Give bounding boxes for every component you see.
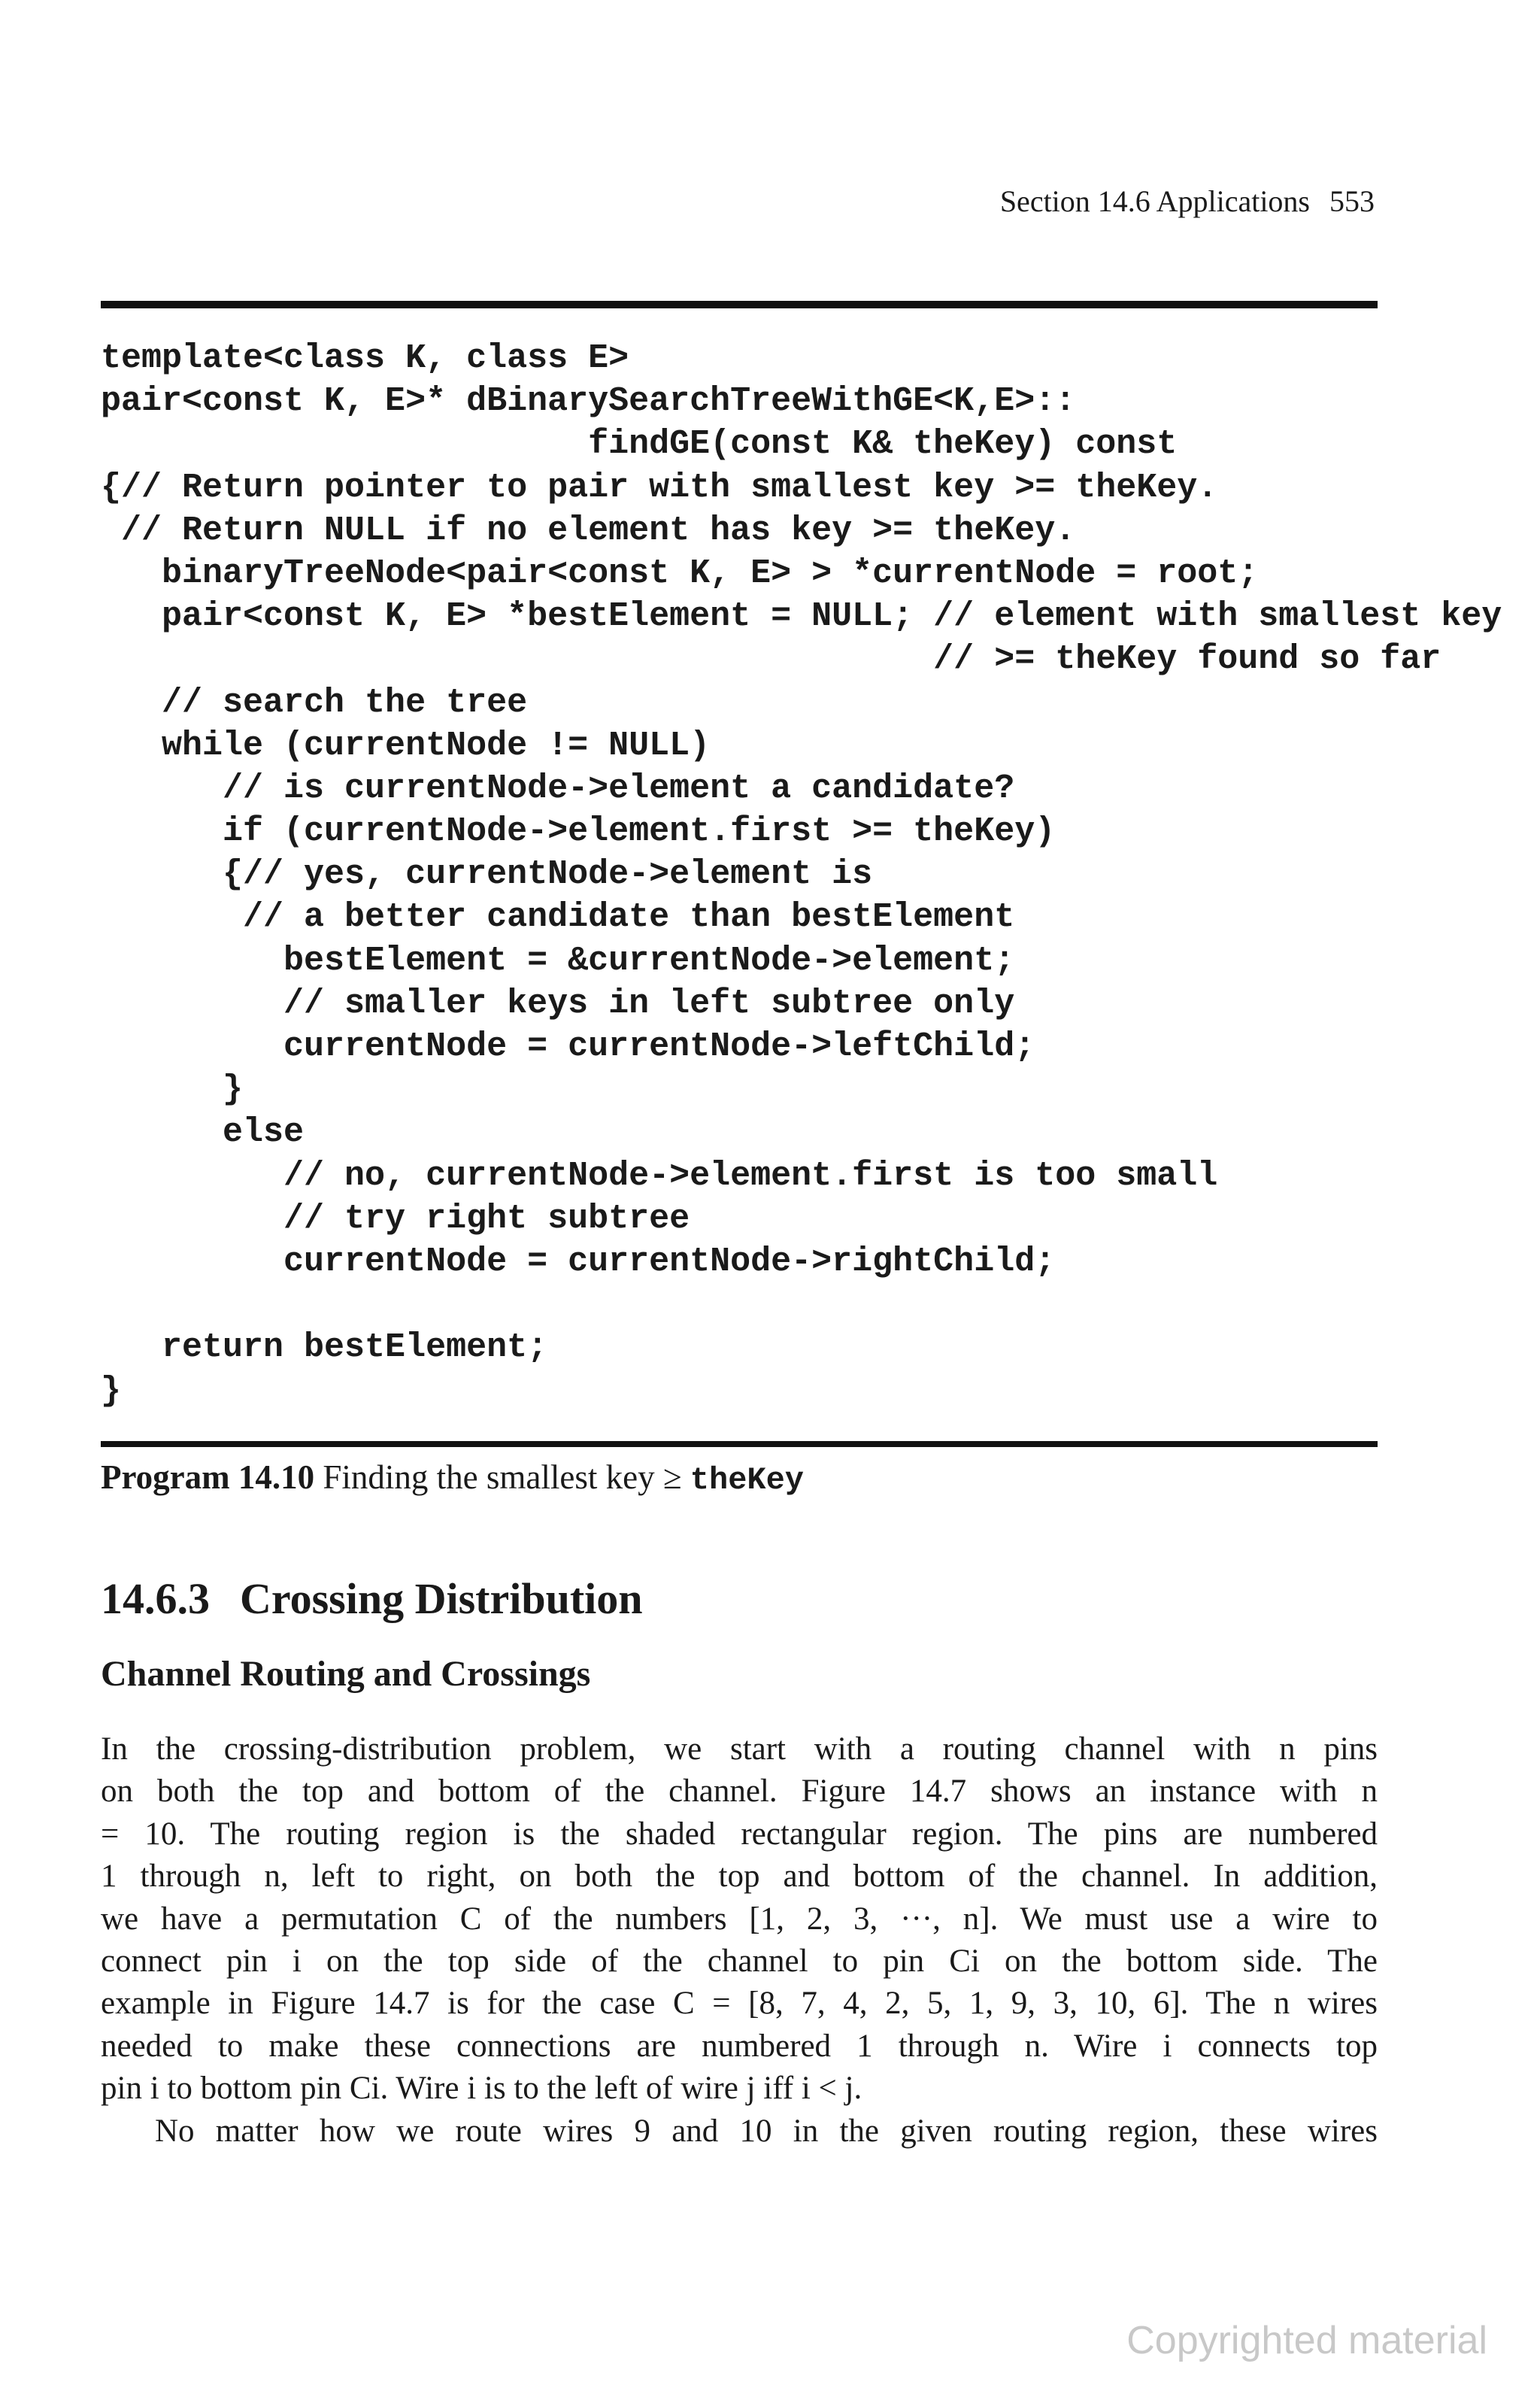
code-line bbox=[101, 1283, 1502, 1326]
code-line: {// yes, currentNode->element is bbox=[101, 855, 873, 894]
code-line: template<class K, class E> bbox=[101, 339, 629, 378]
body-line: needed to make these connections are numbered 1 through n. Wire i connects top bbox=[101, 2028, 1378, 2064]
code-line: // no, currentNode->element.first is too small bbox=[101, 1156, 1218, 1195]
body-line: No matter how we route wires 9 and 10 in the given routing region, these wires bbox=[155, 2113, 1378, 2149]
body-line: we have a permutation C of the numbers [1, 2, 3, ···, n]. We must use a wire to bbox=[101, 1901, 1378, 1937]
code-line: // smaller keys in left subtree only bbox=[101, 984, 1015, 1023]
code-line: // Return NULL if no element has key >= theKey. bbox=[101, 511, 1076, 550]
caption-label: Program 14.10 bbox=[101, 1458, 315, 1496]
code-line: } bbox=[101, 1070, 244, 1109]
section-number: 14.6.3 bbox=[101, 1574, 210, 1623]
code-line: // try right subtree bbox=[101, 1199, 690, 1238]
body-line: connect pin i on the top side of the channel to pin Ci on the bottom side. The bbox=[101, 1943, 1378, 1979]
body-line: In the crossing-distribution problem, we start with a routing channel with n pins bbox=[101, 1731, 1378, 1767]
body-line: example in Figure 14.7 is for the case C = [8, 7, 4, 2, 5, 1, 9, 3, 10, 6]. The n wires bbox=[101, 1986, 1378, 2022]
code-line: while (currentNode != NULL) bbox=[101, 726, 711, 765]
program-caption bbox=[101, 1458, 804, 1498]
running-head-section: Section 14.6 Applications bbox=[999, 184, 1310, 218]
caption-text: Finding the smallest key ≥ bbox=[314, 1458, 690, 1496]
body-line: = 10. The routing region is the shaded rectangular region. The pins are numbered bbox=[101, 1816, 1378, 1852]
copyright-watermark: Copyrighted material bbox=[1126, 2319, 1487, 2362]
code-line: pair<const K, E> *bestElement = NULL; // element with smallest key bbox=[101, 597, 1502, 636]
code-line: // >= theKey found so far bbox=[101, 640, 1441, 679]
program-bottom-rule bbox=[101, 1441, 1378, 1447]
code-line: binaryTreeNode<pair<const K, E> > *currentNode = root; bbox=[101, 554, 1259, 593]
program-top-rule bbox=[101, 301, 1378, 308]
code-line: // is currentNode->element a candidate? bbox=[101, 769, 1015, 808]
code-line: } bbox=[101, 1371, 122, 1410]
code-line: // a better candidate than bestElement bbox=[101, 898, 1015, 937]
code-line: bestElement = &currentNode->element; bbox=[101, 941, 1015, 980]
subsection-heading: Channel Routing and Crossings bbox=[101, 1654, 591, 1694]
body-paragraphs bbox=[101, 1728, 1378, 2153]
code-line: currentNode = currentNode->rightChild; bbox=[101, 1242, 1056, 1281]
program-listing bbox=[101, 337, 1502, 1412]
section-title: Crossing Distribution bbox=[240, 1574, 643, 1623]
code-line: return bestElement; bbox=[101, 1328, 548, 1367]
code-line: // search the tree bbox=[101, 683, 528, 722]
code-line: {// Return pointer to pair with smallest key >= theKey. bbox=[101, 468, 1218, 507]
section-heading bbox=[101, 1573, 643, 1624]
body-line: pin i to bottom pin Ci. Wire i is to the left of wire j iff i < j. bbox=[101, 2071, 862, 2107]
caption-code: theKey bbox=[690, 1462, 805, 1498]
code-line: findGE(const K& theKey) const bbox=[101, 425, 1178, 464]
running-head bbox=[1000, 184, 1375, 219]
page-number: 553 bbox=[1329, 184, 1375, 218]
code-line: currentNode = currentNode->leftChild; bbox=[101, 1027, 1035, 1066]
code-line: else bbox=[101, 1113, 305, 1152]
body-line: on both the top and bottom of the channel. Figure 14.7 shows an instance with n bbox=[101, 1773, 1378, 1810]
body-line: 1 through n, left to right, on both the top and bottom of the channel. In addition, bbox=[101, 1858, 1378, 1895]
code-line: pair<const K, E>* dBinarySearchTreeWithGE<K,E>:: bbox=[101, 382, 1076, 421]
code-line: if (currentNode->element.first >= theKey) bbox=[101, 812, 1056, 851]
